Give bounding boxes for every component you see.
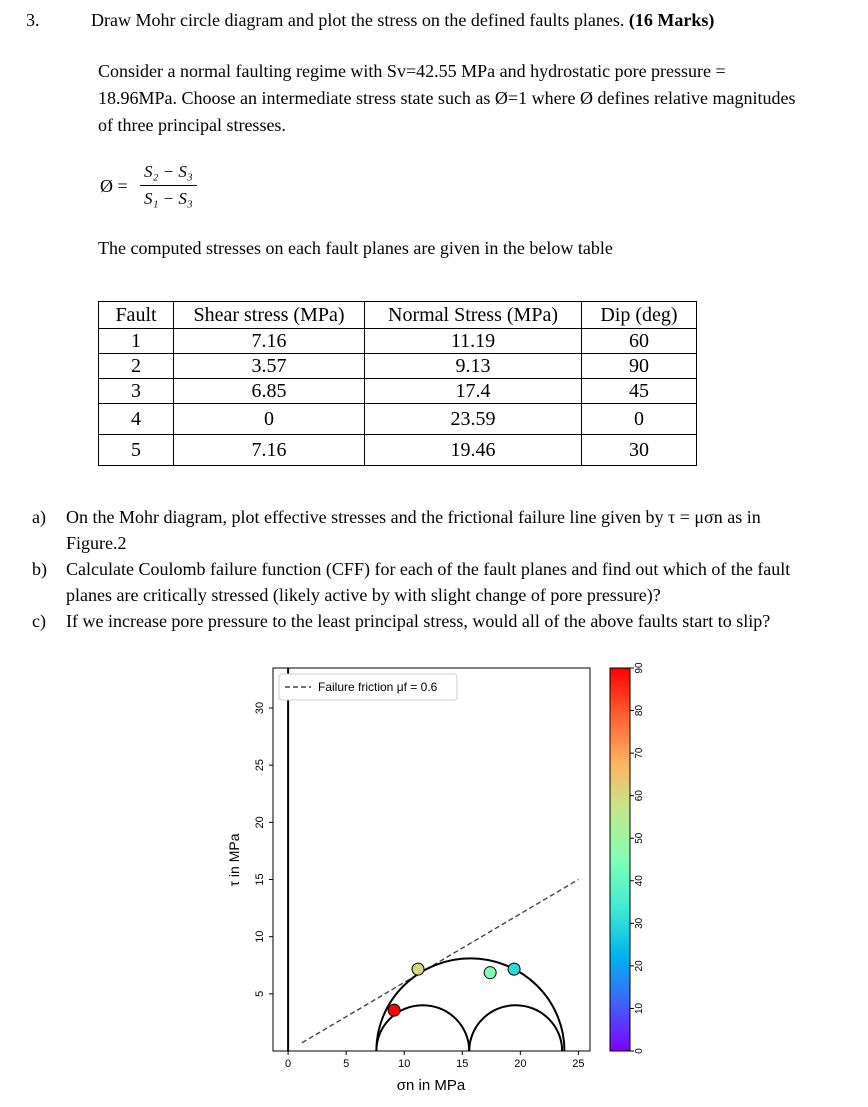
subquestion-text: On the Mohr diagram, plot effective stresses and the frictional failure line given by τ = μσn as in Figure.2 — [66, 507, 761, 553]
fault-point — [484, 967, 496, 979]
formula-numerator: S₂ − S₃ — [144, 162, 193, 181]
question-intro: Consider a normal faulting regime with Sv=42.55 MPa and hydrostatic pore pressure = 18.96MPa. Choose an intermediate stress state such as Ø=1 where Ø defines relative magnitudes of three principal stresses. — [98, 61, 796, 135]
plot-clip-group — [288, 668, 578, 1051]
question-number: 3. — [26, 10, 40, 30]
colorbar-tick-label: 40 — [634, 875, 645, 887]
question-title-text: Draw Mohr circle diagram and plot the stress on the defined faults planes. — [91, 10, 625, 30]
x-tick-label: 20 — [514, 1058, 527, 1070]
table-cell: 11.19 — [365, 329, 582, 354]
x-axis-label: σn in MPa — [396, 1077, 466, 1094]
fault-point — [508, 963, 520, 975]
table-cell: 3.57 — [174, 354, 365, 379]
question-marks: (16 Marks) — [628, 10, 715, 30]
subquestion-label: b) — [32, 559, 47, 579]
plot-frame — [273, 668, 590, 1051]
table-cell: 1 — [99, 329, 174, 354]
table-cell: 7.16 — [174, 435, 365, 466]
colorbar-tick-label: 90 — [634, 662, 645, 674]
fault-point — [412, 963, 424, 975]
colorbar-tick-label: 20 — [634, 960, 645, 972]
table-cell: 45 — [582, 379, 697, 404]
x-tick-label: 15 — [456, 1058, 469, 1070]
colorbar-tick-label: 80 — [634, 704, 645, 717]
table-cell: 7.16 — [174, 329, 365, 354]
colorbar-tick-label: 30 — [634, 917, 645, 929]
table-cell: 23.59 — [365, 404, 582, 435]
y-tick-label: 10 — [254, 930, 266, 943]
formula-denominator: S₁ − S₃ — [140, 185, 197, 209]
plot-area — [254, 668, 590, 1070]
x-tick-label: 10 — [398, 1058, 411, 1070]
mohr-circle — [469, 1005, 562, 1051]
colorbar-gradient — [610, 668, 630, 1051]
x-tick-label: 0 — [285, 1058, 292, 1070]
table-cell: 30 — [582, 435, 697, 466]
y-tick-label: 15 — [254, 873, 266, 886]
table-cell: 3 — [99, 379, 174, 404]
header-shear-stress: Shear stress (MPa) — [174, 302, 365, 329]
colorbar-tick-label: 70 — [634, 747, 645, 759]
table-cell: 90 — [582, 354, 697, 379]
colorbar-tick-label: 50 — [634, 832, 645, 844]
colorbar-tick-label: 10 — [634, 1002, 645, 1015]
table-cell: 0 — [174, 404, 365, 435]
table-cell: 4 — [99, 404, 174, 435]
table-cell: 9.13 — [365, 354, 582, 379]
x-tick-label: 25 — [572, 1058, 585, 1070]
subquestion-text: Calculate Coulomb failure function (CFF) for each of the fault planes and find out which of the fault planes are critically stressed (likely active by with slight change of pore pressure)? — [66, 559, 791, 605]
y-tick-label: 25 — [254, 759, 266, 772]
table-cell: 17.4 — [365, 379, 582, 404]
y-axis-label: τ in MPa — [226, 833, 242, 887]
legend-label: Failure friction μf = 0.6 — [318, 680, 438, 694]
fault-point — [388, 1004, 400, 1016]
table-cell: 60 — [582, 329, 697, 354]
y-tick-label: 5 — [254, 990, 266, 997]
header-dip: Dip (deg) — [582, 302, 697, 329]
table-cell: 2 — [99, 354, 174, 379]
y-tick-label: 30 — [254, 701, 266, 715]
table-caption: The computed stresses on each fault planes are given in the below table — [98, 238, 613, 258]
table-cell: 5 — [99, 435, 174, 466]
table-cell: 0 — [582, 404, 697, 435]
formula-lhs: Ø = — [100, 176, 128, 196]
table-cell: 6.85 — [174, 379, 365, 404]
subquestion-label: c) — [32, 611, 46, 631]
header-fault: Fault — [99, 302, 174, 329]
subquestion-text: If we increase pore pressure to the least principal stress, would all of the above faults start to slip? — [66, 611, 771, 631]
y-tick-label: 20 — [254, 816, 266, 829]
colorbar-tick-label: 0 — [634, 1048, 645, 1054]
header-normal-stress: Normal Stress (MPa) — [365, 302, 582, 329]
table-cell: 19.46 — [365, 435, 582, 466]
colorbar-tick-label: 60 — [634, 790, 645, 802]
x-tick-label: 5 — [343, 1058, 350, 1070]
subquestion-label: a) — [32, 507, 46, 527]
legend — [279, 674, 457, 700]
failure-line — [302, 880, 578, 1043]
colorbar — [610, 662, 645, 1054]
